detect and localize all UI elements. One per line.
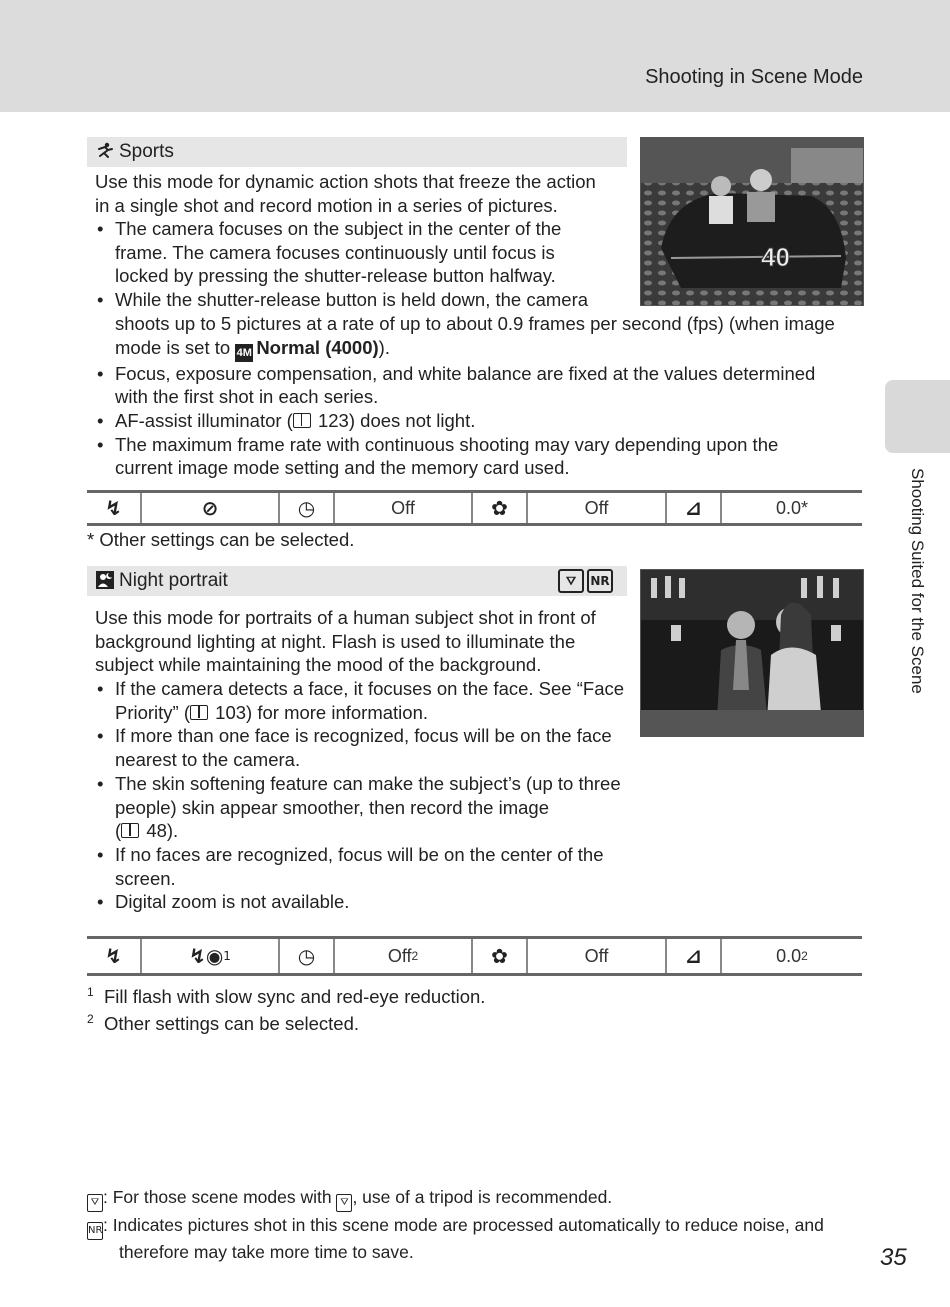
tripod-icon: ⛛: [87, 1194, 103, 1212]
header-band: [0, 0, 950, 112]
flash-off-icon: ⊘: [142, 493, 280, 523]
night-portrait-photo: [640, 569, 864, 737]
sports-footnote: * Other settings can be selected.: [87, 529, 355, 550]
side-tab-label: Shooting Suited for the Scene: [908, 468, 927, 694]
night-footnote-2: $^2$ Other settings can be selected.: [87, 1012, 360, 1035]
tripod-note: ⛛ : For those scene modes with ⛛ , use of a tripod is recommended.: [87, 1185, 612, 1212]
tripod-icon: ⛛: [558, 569, 584, 593]
tripod-icon: ⛛: [336, 1194, 352, 1212]
section-tab: [885, 380, 950, 453]
page-number: 35: [880, 1244, 907, 1271]
noise-reduction-note: NR: Indicates pictures shot in this scene mode are processed automatically to reduce noise, and therefore may take more time to save.: [88, 1215, 824, 1262]
night-footnote-1: $^1$ Fill flash with slow sync and red-eye reduction.: [87, 985, 486, 1008]
night-portrait-mode-icons: [558, 569, 613, 593]
reference-book-icon: [121, 823, 139, 838]
exposure-value: 0.0 2: [776, 945, 808, 966]
macro-value: Off: [528, 939, 667, 973]
list-item: • The maximum frame rate with continuous shooting may vary depending upon the current image mode setting and the memory card used.: [95, 433, 855, 480]
self-timer-icon: ◷: [280, 493, 335, 523]
list-item: • The camera focuses on the subject in the center of the frame. The camera focuses continuously until focus is locked by pressing the shutter-release button halfway.: [95, 217, 855, 288]
list-item: • AF-assist illuminator ( 123) does not light.: [95, 409, 855, 433]
list-item: • Focus, exposure compensation, and white balance are fixed at the values determined with the first shot in each series.: [95, 362, 855, 409]
self-timer-icon: ◷: [280, 939, 335, 973]
list-item: • Digital zoom is not available.: [95, 890, 635, 914]
macro-value: Off: [528, 493, 667, 523]
noise-reduction-icon: NR: [587, 569, 613, 593]
night-portrait-title: Night portrait: [119, 570, 228, 591]
sports-settings-table: [87, 490, 862, 526]
night-portrait-section-header: [87, 566, 627, 596]
macro-icon: ✿: [473, 939, 528, 973]
exposure-icon: ⊿: [667, 939, 722, 973]
list-item: • While the shutter-release button is held down, the camera shoots up to 5 pictures at a rate of up to about 0.9 frames per second (fps) (when image mode is set to 4M Normal (4000)).: [95, 288, 855, 361]
list-item: • If more than one face is recognized, focus will be on the face nearest to the camera.: [95, 724, 635, 771]
image-mode-icon: 4M: [235, 344, 253, 362]
noise-reduction-icon: NR: [87, 1222, 103, 1240]
slow-sync-red-eye-icon: ↯◉ 1: [142, 939, 280, 973]
list-item: • The skin softening feature can make the subject’s (up to three people) skin appear smoother, then record the image ( 48).: [95, 772, 635, 843]
sports-title: Sports: [119, 141, 174, 162]
night-portrait-settings-table: [87, 936, 862, 976]
exposure-icon: ⊿: [667, 493, 722, 523]
sports-icon: [95, 141, 115, 161]
timer-value: Off: [335, 493, 473, 523]
night-portrait-icon: [95, 570, 115, 590]
macro-icon: ✿: [473, 493, 528, 523]
svg-text:40: 40: [761, 242, 790, 272]
night-portrait-bullet-list: [95, 677, 635, 914]
sports-section-header: [87, 137, 627, 167]
reference-book-icon: [190, 705, 208, 720]
flash-icon: ↯: [87, 493, 142, 523]
sports-bullet-list: [95, 217, 855, 480]
exposure-value: 0.0*: [775, 497, 809, 518]
flash-icon: ↯: [87, 939, 142, 973]
list-item: • If the camera detects a face, it focuses on the face. See “Face Priority” ( 103) for more information.: [95, 677, 635, 724]
night-portrait-intro: Use this mode for portraits of a human subject shot in front of background lighting at night. Flash is used to illuminate the subject while maintaining the mood of the background.: [95, 607, 596, 676]
timer-value: Off 2: [335, 939, 473, 973]
list-item: • If no faces are recognized, focus will be on the center of the screen.: [95, 843, 635, 890]
page-header-title: Shooting in Scene Mode: [645, 66, 863, 88]
sports-intro: Use this mode for dynamic action shots that freeze the action in a single shot and record motion in a series of pictures.: [95, 171, 596, 216]
reference-book-icon: [293, 413, 311, 428]
